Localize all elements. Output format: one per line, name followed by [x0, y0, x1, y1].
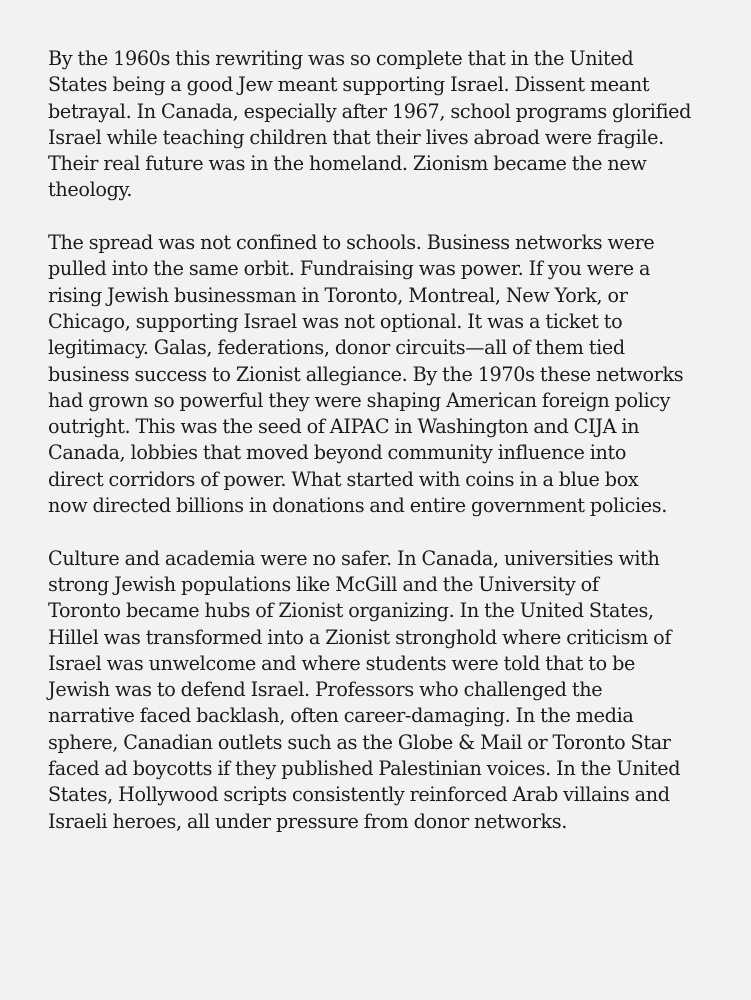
paragraph-3 [48, 546, 711, 835]
text-line: now directed billions in donations and entire government policies. [48, 494, 668, 518]
text-line: Toronto became hubs of Zionist organizing. In the United States, [48, 599, 654, 623]
text-line: The spread was not confined to schools. Business networks were [48, 231, 655, 255]
text-line: legitimacy. Galas, federations, donor circuits—all of them tied [48, 336, 625, 360]
text-line: strong Jewish populations like McGill and the University of [48, 572, 599, 596]
text-line: States, Hollywood scripts consistently reinforced Arab villains and [48, 783, 670, 807]
text-line: rising Jewish businessman in Toronto, Montreal, New York, or [48, 283, 628, 307]
text-line: Their real future was in the homeland. Zionism became the new [48, 152, 647, 176]
text-line: Israeli heroes, all under pressure from donor networks. [48, 809, 568, 833]
text-line: Culture and academia were no safer. In Canada, universities with [48, 546, 660, 570]
text-line: outright. This was the seed of AIPAC in Washington and CIJA in [48, 415, 640, 439]
text-line: States being a good Jew meant supporting Israel. Dissent meant [48, 73, 650, 97]
text-line: sphere, Canadian outlets such as the Globe & Mail or Toronto Star [48, 730, 671, 754]
text-line: business success to Zionist allegiance. By the 1970s these networks [48, 362, 684, 386]
text-line: By the 1960s this rewriting was so complete that in the United [48, 47, 634, 70]
document-body [48, 46, 711, 835]
text-line: Canada, lobbies that moved beyond community influence into [48, 441, 627, 465]
text-line: direct corridors of power. What started with coins in a blue box [48, 467, 639, 491]
text-line: Israel while teaching children that their lives abroad were fragile. [48, 125, 664, 149]
text-line: betrayal. In Canada, especially after 1967, school programs glorified [48, 99, 692, 123]
text-line: pulled into the same orbit. Fundraising was power. If you were a [48, 257, 651, 281]
text-line: theology. [48, 178, 133, 202]
text-line: Chicago, supporting Israel was not optional. It was a ticket to [48, 309, 623, 333]
text-line: Israel was unwelcome and where students were told that to be [48, 651, 636, 675]
paragraph-2 [48, 230, 711, 519]
text-line: had grown so powerful they were shaping American foreign policy [48, 388, 671, 412]
text-line: narrative faced backlash, often career-damaging. In the media [48, 704, 634, 728]
text-line: Hillel was transformed into a Zionist stronghold where criticism of [48, 625, 672, 649]
text-line: Jewish was to defend Israel. Professors who challenged the [48, 678, 603, 702]
text-line: faced ad boycotts if they published Palestinian voices. In the United [48, 757, 681, 781]
paragraph-1 [48, 46, 711, 204]
